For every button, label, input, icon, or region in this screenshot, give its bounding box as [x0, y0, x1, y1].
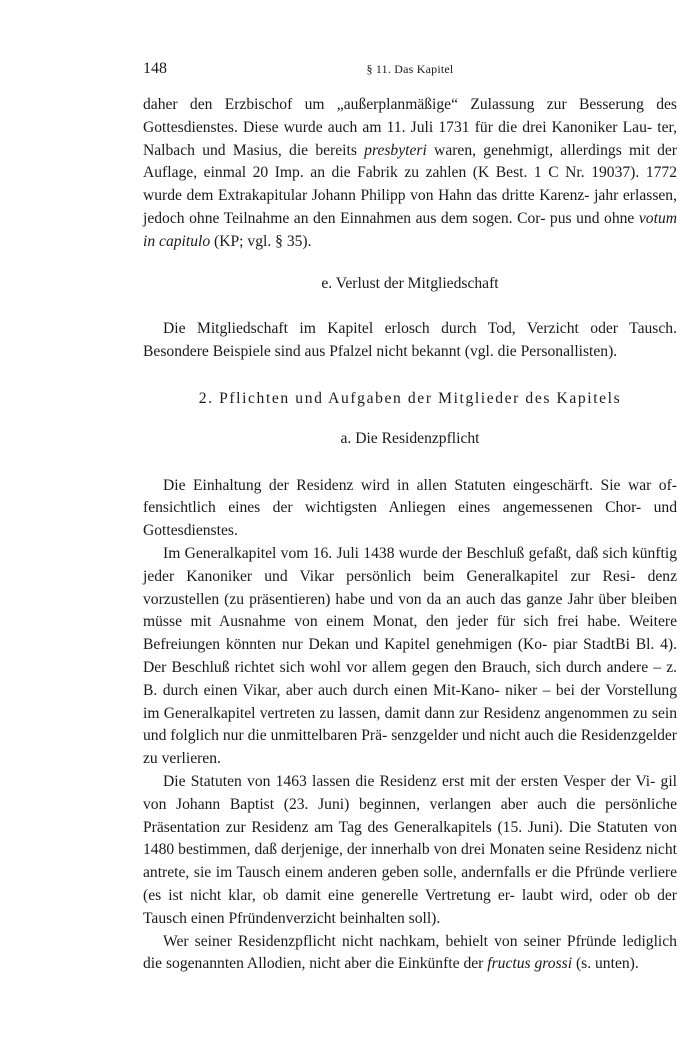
text-line: Die Statuten von 1463 lassen die Residenz erst mit der ersten Vesper der Vi-: [163, 772, 656, 790]
text-line: Die Einhaltung der Residenz wird in allen Statuten eingeschärft. Sie war of-: [163, 476, 677, 494]
text-line: Im Generalkapitel vom 16. Juli 1438 wurde der Beschluß gefaßt, daß sich: [163, 544, 628, 562]
text-line: laubt wird, oder ob der Tausch einen Pfründenverzicht beinhalten soll).: [143, 886, 677, 927]
paragraph: [143, 318, 677, 364]
text-line: von 1480 bestimmen, daß derjenige, der innerhalb von drei Monaten seine: [143, 818, 677, 859]
text-line: sich durch andere – z. B. durch einen Vikar, aber auch durch einen Mit-Kano-: [143, 658, 678, 699]
text-line: ter, Nalbach und Masius, die bereits: [143, 118, 678, 159]
paragraph: [143, 931, 677, 977]
running-title: § 11. Das Kapitel: [366, 62, 454, 76]
text-line: künftig jeder Kanoniker und Vikar persönlich beim Generalkapitel zur Resi-: [143, 544, 677, 585]
section-heading-a: a. Die Residenzpflicht: [340, 429, 480, 447]
text-line: denz vorzustellen (zu präsentieren) habe und von da an auch das ganze Jahr: [143, 567, 678, 608]
text-line: Die Mitgliedschaft im Kapitel erlosch durch Tod, Verzicht oder Tausch.: [163, 320, 677, 338]
text-line: niker – bei der Vorstellung im Generalkapitel vertreten zu lassen, damit dann: [143, 681, 677, 722]
text-line: die Pfründe verliere (es ist nicht klar, ob damit eine generelle Vertretung er-: [143, 864, 678, 904]
text-line: habe. Weitere Befreiungen könnten nur Dekan und Kapitel genehmigen (Ko-: [143, 613, 677, 654]
paragraph: [143, 543, 677, 771]
text-line: der Auflage, einmal 20 Imp. an die Fabrik zu zahlen (K Best. 1 C Nr. 19037).: [143, 141, 677, 182]
text-line: senzgelder und nicht auch die Residenzgelder zu verlieren.: [143, 727, 677, 768]
paragraph: [143, 771, 677, 931]
text-line: Besondere Beispiele sind aus Pfalzel nicht bekannt (vgl. die Personallisten).: [143, 343, 618, 361]
italic-term: presbyteri: [364, 141, 427, 159]
text-line: gil von Johann Baptist (23. Juni) beginnen, verlangen aber auch die persönliche: [143, 772, 678, 813]
text-line: über bleiben müsse mit Ausnahme von einem Monat, den jeder für sich frei: [143, 590, 678, 631]
section-heading-2: 2. Pflichten und Aufgaben der Mitglieder des Kapitels: [198, 389, 622, 407]
text-line: daher den Erzbischof um „außerplanmäßige“ Zulassung zur Besserung des: [143, 96, 677, 113]
text-line: jahr erlassen, jedoch ohne Teilnahme an den Einnahmen aus dem sogen. Cor-: [143, 187, 678, 227]
text-line: 1772 wurde dem Extrakapitular Johann Philipp von Hahn das dritte Karenz-: [143, 164, 677, 205]
text-line: piar StadtBi Bl. 4). Der Beschluß richtet sich wohl vor allem gegen den Brauch,: [143, 636, 678, 676]
text-line: (s. unten).: [575, 955, 639, 973]
text-line: zur Residenz angenommen zu sein und folglich nur die unmittelbaren Prä-: [143, 704, 677, 745]
text-line: waren, genehmigt, allerdings mit: [426, 141, 650, 159]
paragraph: [143, 475, 677, 543]
text-line: Residenz nicht antrete, sie im Tausch einem anderen geben solle, andernfalls er: [143, 841, 677, 882]
main-text: [143, 94, 677, 976]
text-line: Wer seiner Residenzpflicht nicht nachkam, behielt von seiner Pfründe: [163, 932, 617, 950]
continued-paragraph: [143, 94, 677, 254]
text-line: Gottesdienstes. Diese wurde auch am 11. Juli 1731 für die drei Kanoniker Lau-: [143, 118, 653, 136]
text-line: pus und ohne: [549, 209, 639, 227]
text-line: (KP; vgl. § 35).: [210, 232, 312, 250]
italic-term: votum in capitulo: [143, 209, 677, 250]
section-heading-e: e. Verlust der Mitgliedschaft: [321, 274, 499, 292]
text-line: Präsentation zur Residenz am Tag des Generalkapitels (15. Juni). Die Statuten: [143, 818, 648, 836]
text-line: fensichtlich eines der wichtigsten Anliegen eines angemessenen Chor- und: [143, 499, 677, 517]
running-header: [143, 60, 677, 80]
text-line: Gottesdienstes.: [143, 522, 238, 540]
italic-term: fructus grossi: [487, 955, 573, 973]
text-line: lediglich die sogenannten Allodien, nicht aber die Einkünfte der: [143, 932, 677, 973]
page-number: 148: [143, 60, 167, 77]
